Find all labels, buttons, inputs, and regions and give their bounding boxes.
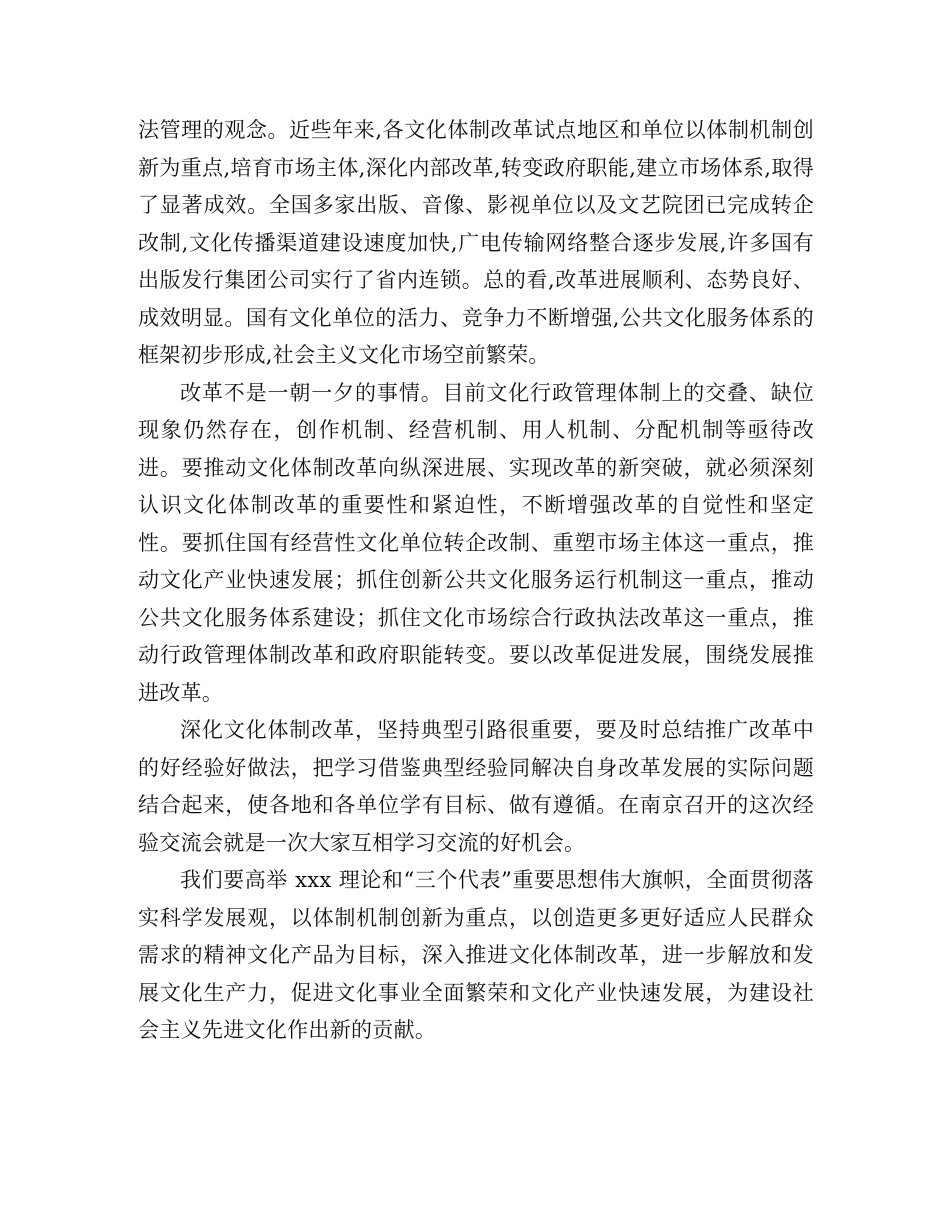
document-body (138, 112, 814, 1050)
paragraph-1: 法管理的观念。近些年来,各文化体制改革试点地区和单位以体制机制创新为重点,培育市场主体,深化内部改革,转变政府职能,建立市场体系,取得了显著成效。全国多家出版、音像、影视单位以及文艺院团已完成转企改制,文化传播渠道建设速度加快,广电传输网络整合逐步发展,许多国有出版发行集团公司实行了省内连锁。总的看,改革进展顺利、态势良好、成效明显。国有文化单位的活力、竞争力不断增强,公共文化服务体系的框架初步形成,社会主义文化市场空前繁荣。 (138, 118, 814, 367)
paragraph-2: 改革不是一朝一夕的事情。目前文化行政管理体制上的交叠、缺位现象仍然存在，创作机制、经营机制、用人机制、分配机制等亟待改进。要推动文化体制改革向纵深进展、实现改革的新突破，就必须深刻认识文化体制改革的重要性和紧迫性，不断增强改革的自觉性和坚定性。要抓住国有经营性文化单位转企改制、重塑市场主体这一重点，推动文化产业快速发展；抓住创新公共文化服务运行机制这一重点，推动公共文化服务体系建设；抓住文化市场综合行政执法改革这一重点，推动行政管理体制改革和政府职能转变。要以改革促进发展，围绕发展推进改革。 (138, 380, 814, 705)
paragraph-3: 深化文化体制改革，坚持典型引路很重要，要及时总结推广改革中的好经验好做法，把学习借鉴典型经验同解决自身改革发展的实际问题结合起来，使各地和各单位学有目标、做有遵循。在南京召开的这次经验交流会就是一次大家互相学习交流的好机会。 (138, 718, 814, 855)
paragraph-4: 我们要高举 xxx 理论和“三个代表”重要思想伟大旗帜，全面贯彻落实科学发展观，以体制机制创新为重点，以创造更多更好适应人民群众需求的精神文化产品为目标，深入推进文化体制改革，进一步解放和发展文化生产力，促进文化事业全面繁荣和文化产业快速发展，为建设社会主义先进文化作出新的贡献。 (138, 868, 814, 1042)
